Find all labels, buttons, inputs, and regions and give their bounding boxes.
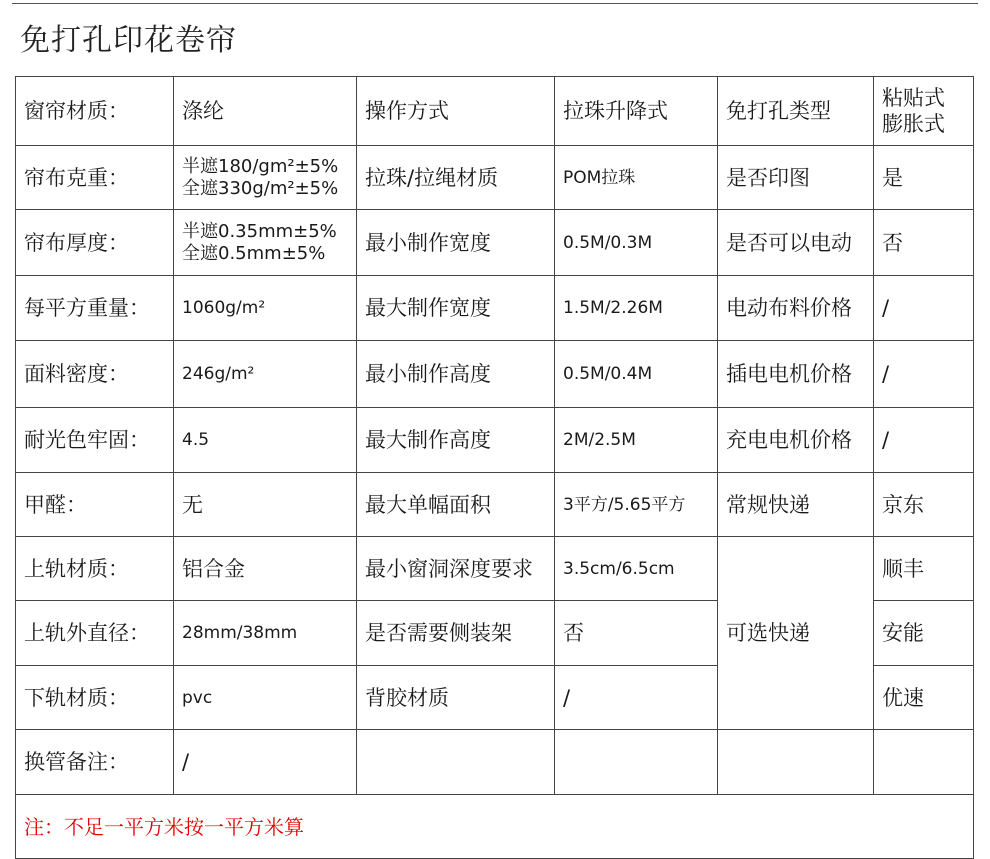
empty-cell: [357, 730, 555, 795]
label-cell: 帘布克重：: [16, 146, 174, 210]
value-cell: /: [874, 276, 974, 341]
value-cell: 拉珠升降式: [555, 77, 718, 146]
value-cell: [174, 146, 357, 210]
value-cell: 顺丰: [874, 537, 974, 601]
label-cell: 可选快递: [718, 537, 874, 730]
label-cell: 是否印图: [718, 146, 874, 210]
table-row: [16, 210, 974, 276]
label-cell: 最小制作宽度: [357, 210, 555, 276]
page-title: 免打孔印花卷帘: [20, 23, 237, 58]
value-cell: /: [174, 730, 357, 795]
table-row: [16, 341, 974, 408]
label-cell: 换管备注：: [16, 730, 174, 795]
label-cell: 是否可以电动: [718, 210, 874, 276]
label-cell: 充电电机价格: [718, 408, 874, 473]
label-cell: 最大制作高度: [357, 408, 555, 473]
spec-table: [15, 76, 974, 859]
empty-cell: [718, 730, 874, 795]
value-cell: 4.5: [174, 408, 357, 473]
table-row: [16, 276, 974, 341]
value-cell: 涤纶: [174, 77, 357, 146]
value-cell: 1060g/m²: [174, 276, 357, 341]
label-cell: 拉珠/拉绳材质: [357, 146, 555, 210]
value-cell: 3.5cm/6.5cm: [555, 537, 718, 601]
table-row: [16, 473, 974, 537]
label-cell: 最大制作宽度: [357, 276, 555, 341]
label-cell: 最小窗洞深度要求: [357, 537, 555, 601]
value-cell: 安能: [874, 601, 974, 666]
label-cell: 最小制作高度: [357, 341, 555, 408]
value-cell: 0.5M/0.3M: [555, 210, 718, 276]
label-cell: 电动布料价格: [718, 276, 874, 341]
value-cell: /: [874, 341, 974, 408]
value-line: 粘贴式: [882, 86, 945, 110]
footnote: 注：不足一平方米按一平方米算: [16, 795, 974, 859]
value-cell: 京东: [874, 473, 974, 537]
table-row: [16, 146, 974, 210]
table-row: [16, 77, 974, 146]
label-cell: 常规快递: [718, 473, 874, 537]
table-row: [16, 408, 974, 473]
value-cell: 优速: [874, 666, 974, 730]
label-cell: 下轨材质：: [16, 666, 174, 730]
value-cell: [174, 210, 357, 276]
value-line: 全遮330g/m²±5%: [182, 177, 339, 199]
value-cell: 铝合金: [174, 537, 357, 601]
value-cell: 3平方/5.65平方: [555, 473, 718, 537]
value-line: 半遮0.35mm±5%: [182, 220, 337, 242]
value-cell: pvc: [174, 666, 357, 730]
label-cell: 背胶材质: [357, 666, 555, 730]
table-row: [16, 795, 974, 859]
label-cell: 耐光色牢固：: [16, 408, 174, 473]
value-cell: 246g/m²: [174, 341, 357, 408]
value-cell: 否: [555, 601, 718, 666]
empty-cell: [874, 730, 974, 795]
value-cell: 是: [874, 146, 974, 210]
value-line: 膨胀式: [882, 112, 945, 136]
value-cell: 否: [874, 210, 974, 276]
empty-cell: [555, 730, 718, 795]
label-cell: 操作方式: [357, 77, 555, 146]
value-line: 全遮0.5mm±5%: [182, 242, 326, 264]
value-cell: 28mm/38mm: [174, 601, 357, 666]
label-cell: 每平方重量：: [16, 276, 174, 341]
value-cell: [874, 77, 974, 146]
value-cell: /: [555, 666, 718, 730]
label-cell: 上轨外直径：: [16, 601, 174, 666]
label-cell: 甲醛：: [16, 473, 174, 537]
label-cell: 窗帘材质：: [16, 77, 174, 146]
value-cell: 0.5M/0.4M: [555, 341, 718, 408]
label-cell: 帘布厚度：: [16, 210, 174, 276]
label-cell: 免打孔类型: [718, 77, 874, 146]
label-cell: 最大单幅面积: [357, 473, 555, 537]
table-row: [16, 537, 974, 601]
label-cell: 是否需要侧装架: [357, 601, 555, 666]
value-line: 半遮180/gm²±5%: [182, 155, 339, 177]
value-cell: POM拉珠: [555, 146, 718, 210]
value-cell: /: [874, 408, 974, 473]
top-divider: [12, 3, 978, 4]
value-cell: 2M/2.5M: [555, 408, 718, 473]
table-row: [16, 730, 974, 795]
value-cell: 1.5M/2.26M: [555, 276, 718, 341]
label-cell: 上轨材质：: [16, 537, 174, 601]
label-cell: 面料密度：: [16, 341, 174, 408]
value-cell: 无: [174, 473, 357, 537]
label-cell: 插电电机价格: [718, 341, 874, 408]
